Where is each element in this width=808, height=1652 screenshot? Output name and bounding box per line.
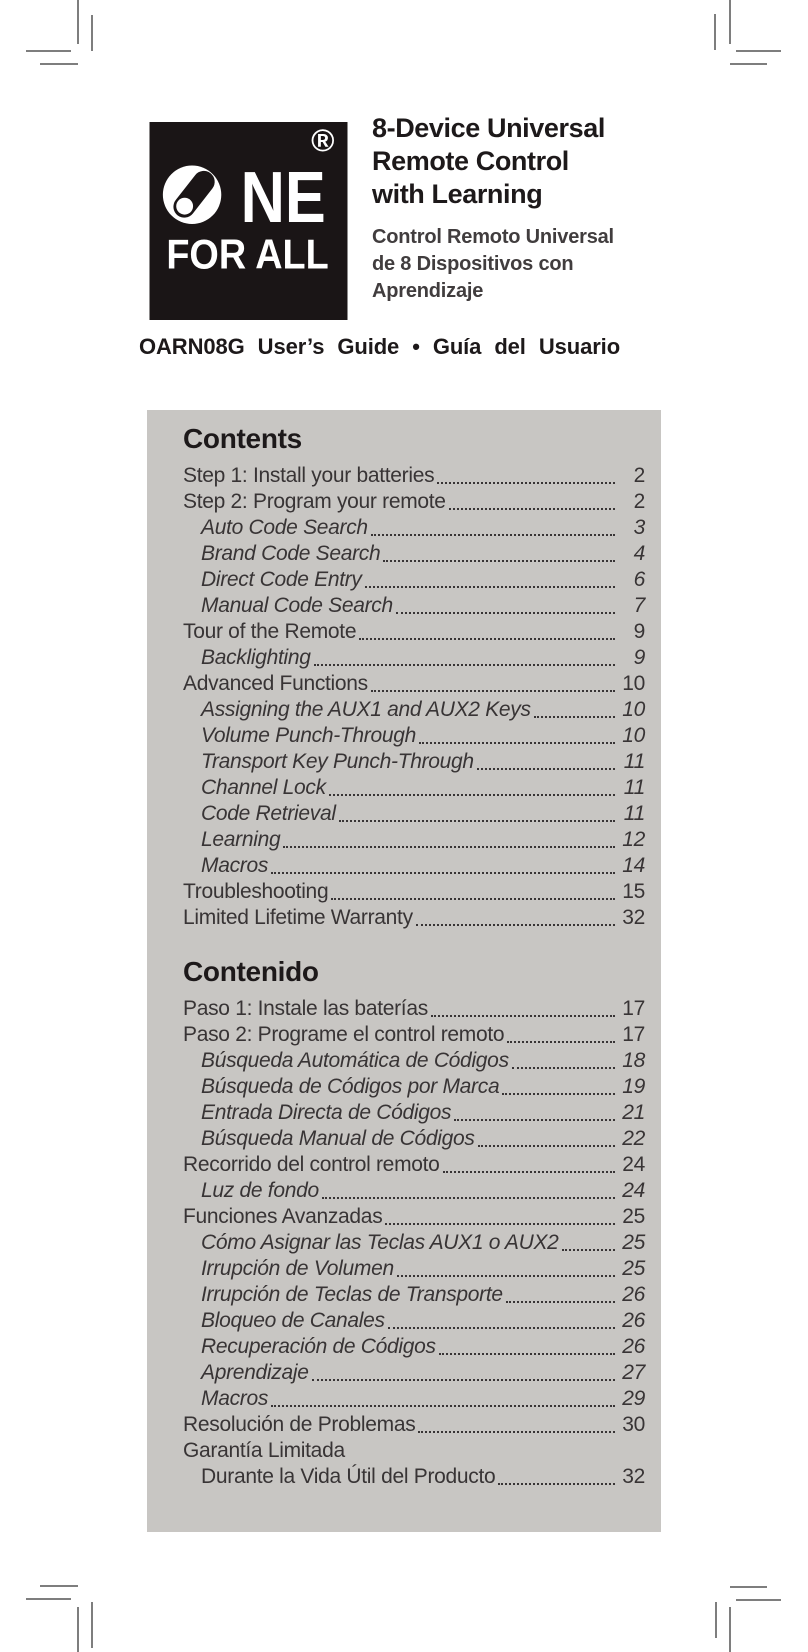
toc-dot-leader bbox=[283, 846, 615, 848]
toc-entry-page: 21 bbox=[622, 1101, 645, 1124]
toc-dot-leader bbox=[454, 1119, 615, 1121]
toc-entry-page: 30 bbox=[622, 1413, 645, 1436]
toc-entry-label: Funciones Avanzadas bbox=[183, 1205, 383, 1228]
toc-dot-leader bbox=[271, 1405, 615, 1407]
toc-dot-leader bbox=[312, 1379, 615, 1381]
toc-dot-leader bbox=[439, 1353, 615, 1355]
crop-mark bbox=[40, 1585, 78, 1587]
toc-entry bbox=[183, 801, 645, 827]
one-for-all-logo-icon bbox=[149, 122, 348, 320]
product-title-en-line: with Learning bbox=[372, 179, 543, 209]
toc-entry bbox=[183, 1360, 645, 1386]
toc-entry bbox=[183, 1282, 645, 1308]
toc-entry-page: 12 bbox=[622, 828, 645, 851]
toc-entry bbox=[183, 541, 645, 567]
toc-entry-label: Auto Code Search bbox=[201, 516, 368, 539]
toc-entry-label: Assigning the AUX1 and AUX2 Keys bbox=[201, 698, 531, 721]
registered-trademark-icon: ® bbox=[311, 122, 335, 159]
crop-mark bbox=[91, 15, 93, 51]
toc-dot-leader bbox=[498, 1483, 615, 1485]
toc-entry-label: Búsqueda Automática de Códigos bbox=[201, 1049, 509, 1072]
toc-dot-leader bbox=[478, 1145, 615, 1147]
crop-mark bbox=[77, 1607, 79, 1652]
toc-dot-leader bbox=[396, 612, 615, 614]
toc-entry-label: Channel Lock bbox=[201, 776, 326, 799]
crop-mark bbox=[729, 1607, 731, 1652]
toc-dot-leader bbox=[419, 742, 615, 744]
toc-entry bbox=[183, 1152, 645, 1178]
toc-dot-leader bbox=[314, 664, 615, 666]
toc-entry-page: 25 bbox=[622, 1205, 645, 1228]
toc-dot-leader bbox=[359, 638, 615, 640]
toc-entry-page: 25 bbox=[622, 1257, 645, 1280]
toc-entry-page: 26 bbox=[622, 1283, 645, 1306]
toc-entry-label: Irrupción de Volumen bbox=[201, 1257, 394, 1280]
toc-entry bbox=[183, 671, 645, 697]
toc-entry-label: Cómo Asignar las Teclas AUX1 o AUX2 bbox=[201, 1231, 559, 1254]
crop-mark bbox=[729, 0, 731, 44]
toc-dot-leader bbox=[271, 872, 615, 874]
toc-entry-label: Tour of the Remote bbox=[183, 620, 357, 643]
toc-dot-leader bbox=[383, 560, 615, 562]
toc-dot-leader bbox=[418, 1431, 615, 1433]
toc-entry-label: Direct Code Entry bbox=[201, 568, 362, 591]
toc-dot-leader bbox=[512, 1067, 615, 1069]
toc-entry-label: Búsqueda de Códigos por Marca bbox=[201, 1075, 500, 1098]
toc-entry-page: 11 bbox=[623, 802, 645, 825]
toc-entry bbox=[183, 1204, 645, 1230]
toc-entry-page: 22 bbox=[622, 1127, 645, 1150]
toc-entry-label: Step 1: Install your batteries bbox=[183, 464, 435, 487]
toc-entry bbox=[183, 1178, 645, 1204]
toc-entry bbox=[183, 1048, 645, 1074]
toc-entry bbox=[183, 645, 645, 671]
product-title-en-line: Remote Control bbox=[372, 146, 569, 176]
toc-dot-leader bbox=[371, 534, 615, 536]
toc-entry-page: 14 bbox=[622, 854, 645, 877]
toc-dot-leader bbox=[534, 716, 615, 718]
toc-entry-label: Volume Punch-Through bbox=[201, 724, 417, 747]
toc-entry bbox=[183, 1386, 645, 1412]
toc-entry-label: Learning bbox=[201, 828, 281, 851]
toc-entry bbox=[183, 489, 645, 515]
toc-entry-page: 32 bbox=[622, 906, 645, 929]
toc-entry bbox=[183, 1308, 645, 1334]
toc-dot-leader bbox=[397, 1275, 615, 1277]
crop-mark bbox=[730, 1586, 767, 1588]
product-title-es bbox=[372, 224, 672, 305]
toc-dot-leader bbox=[331, 898, 615, 900]
toc-dot-leader bbox=[365, 586, 615, 588]
toc-entry bbox=[183, 1126, 645, 1152]
toc-dot-leader bbox=[506, 1301, 615, 1303]
product-title-es-line: de 8 Dispositivos con bbox=[372, 253, 574, 275]
toc-entry-label: Backlighting bbox=[201, 646, 311, 669]
toc-entry-label: Troubleshooting bbox=[183, 880, 329, 903]
toc-entry-page: 19 bbox=[622, 1075, 645, 1098]
toc-entry-label: Garantía Limitada bbox=[183, 1439, 345, 1462]
contents-heading-en: Contents bbox=[183, 423, 302, 454]
toc-entry-page: 27 bbox=[622, 1361, 645, 1384]
contents-heading-es: Contenido bbox=[183, 956, 319, 987]
toc-entry bbox=[183, 593, 645, 619]
toc-entry-label: Limited Lifetime Warranty bbox=[183, 906, 413, 929]
crop-mark bbox=[26, 1598, 71, 1600]
toc-dot-leader bbox=[322, 1197, 615, 1199]
toc-dot-leader bbox=[562, 1249, 615, 1251]
toc-entry-page: 2 bbox=[633, 464, 645, 487]
toc-entry bbox=[183, 1100, 645, 1126]
crop-mark bbox=[40, 63, 78, 65]
contents-list-en bbox=[183, 463, 645, 931]
crop-mark bbox=[730, 63, 767, 65]
toc-entry bbox=[183, 723, 645, 749]
toc-entry bbox=[183, 1074, 645, 1100]
toc-entry-label: Code Retrieval bbox=[201, 802, 336, 825]
logo-for-all: FOR ALL bbox=[166, 230, 329, 278]
toc-entry-page: 6 bbox=[633, 568, 645, 591]
toc-entry-page: 3 bbox=[633, 516, 645, 539]
toc-entry-page: 32 bbox=[622, 1465, 645, 1488]
toc-dot-leader bbox=[443, 1171, 615, 1173]
toc-entry-page: 7 bbox=[633, 594, 645, 617]
crop-mark bbox=[26, 50, 71, 52]
toc-entry bbox=[183, 1022, 645, 1048]
logo-keyhole-dot-icon bbox=[176, 198, 193, 215]
guide-title: OARN08G User’s Guide • Guía del Usuario bbox=[139, 334, 621, 359]
toc-dot-leader bbox=[388, 1327, 615, 1329]
toc-entry-page: 11 bbox=[623, 776, 645, 799]
toc-entry-label: Macros bbox=[201, 854, 269, 877]
toc-entry-label: Brand Code Search bbox=[201, 542, 381, 565]
toc-entry-label: Recorrido del control remoto bbox=[183, 1153, 440, 1176]
crop-mark bbox=[714, 14, 716, 50]
toc-entry bbox=[183, 775, 645, 801]
toc-entry-label: Paso 1: Instale las baterías bbox=[183, 997, 428, 1020]
toc-dot-leader bbox=[449, 508, 615, 510]
toc-entry-page: 2 bbox=[633, 490, 645, 513]
toc-entry-label: Entrada Directa de Códigos bbox=[201, 1101, 452, 1124]
toc-entry-page: 26 bbox=[622, 1309, 645, 1332]
toc-entry bbox=[183, 619, 645, 645]
crop-mark bbox=[736, 1599, 781, 1601]
toc-dot-leader bbox=[502, 1093, 615, 1095]
toc-entry-page: 10 bbox=[622, 672, 645, 695]
contents-list-es bbox=[183, 996, 645, 1490]
toc-dot-leader bbox=[507, 1041, 615, 1043]
toc-entry bbox=[183, 463, 645, 489]
crop-mark bbox=[77, 0, 79, 44]
toc-dot-leader bbox=[385, 1223, 615, 1225]
toc-entry bbox=[183, 697, 645, 723]
contents-panel bbox=[147, 410, 661, 1532]
toc-entry-label: Manual Code Search bbox=[201, 594, 393, 617]
toc-entry-page: 9 bbox=[633, 646, 645, 669]
toc-entry-label: Irrupción de Teclas de Transporte bbox=[201, 1283, 503, 1306]
toc-dot-leader bbox=[431, 1015, 615, 1017]
toc-entry-page: 18 bbox=[622, 1049, 645, 1072]
toc-entry-label: Paso 2: Programe el control remoto bbox=[183, 1023, 505, 1046]
toc-entry-page: 29 bbox=[622, 1387, 645, 1410]
toc-entry-label: Durante la Vida Útil del Producto bbox=[201, 1465, 496, 1488]
header-titles bbox=[372, 112, 672, 305]
toc-dot-leader bbox=[329, 794, 615, 796]
toc-entry-page: 4 bbox=[633, 542, 645, 565]
toc-entry-page: 10 bbox=[622, 724, 645, 747]
toc-entry-label: Bloqueo de Canales bbox=[201, 1309, 385, 1332]
toc-entry-page: 25 bbox=[622, 1231, 645, 1254]
toc-entry bbox=[183, 1256, 645, 1282]
toc-entry-page: 10 bbox=[622, 698, 645, 721]
toc-entry-label: Step 2: Program your remote bbox=[183, 490, 446, 513]
toc-entry-label: Macros bbox=[201, 1387, 269, 1410]
crop-mark bbox=[715, 1602, 717, 1638]
toc-entry bbox=[183, 879, 645, 905]
toc-dot-leader bbox=[477, 768, 615, 770]
logo-one-ne: NE bbox=[240, 157, 326, 238]
toc-entry-page: 11 bbox=[623, 750, 645, 773]
toc-entry-label: Luz de fondo bbox=[201, 1179, 319, 1202]
toc-entry-page: 15 bbox=[622, 880, 645, 903]
crop-mark bbox=[91, 1602, 93, 1648]
toc-entry-page: 9 bbox=[633, 620, 645, 643]
toc-entry-page: 24 bbox=[622, 1153, 645, 1176]
product-title-en-line: 8-Device Universal bbox=[372, 113, 605, 143]
toc-entry-page: 17 bbox=[622, 1023, 645, 1046]
toc-entry-page: 17 bbox=[622, 997, 645, 1020]
product-title-es-line: Control Remoto Universal bbox=[372, 226, 614, 248]
toc-dot-leader bbox=[416, 924, 615, 926]
toc-entry-page: 26 bbox=[622, 1335, 645, 1358]
toc-entry-label: Búsqueda Manual de Códigos bbox=[201, 1127, 475, 1150]
one-for-all-logo bbox=[149, 122, 348, 320]
toc-entry-label: Aprendizaje bbox=[201, 1361, 309, 1384]
toc-entry bbox=[183, 1230, 645, 1256]
toc-entry bbox=[183, 905, 645, 931]
toc-entry bbox=[183, 1438, 645, 1464]
product-title-en bbox=[372, 112, 672, 211]
toc-dot-leader bbox=[371, 690, 615, 692]
toc-entry bbox=[183, 515, 645, 541]
toc-entry bbox=[183, 996, 645, 1022]
toc-entry-page: 24 bbox=[622, 1179, 645, 1202]
product-title-es-line: Aprendizaje bbox=[372, 280, 484, 302]
toc-entry bbox=[183, 567, 645, 593]
toc-entry bbox=[183, 853, 645, 879]
toc-entry bbox=[183, 1334, 645, 1360]
toc-dot-leader bbox=[339, 820, 615, 822]
toc-entry bbox=[183, 1412, 645, 1438]
toc-dot-leader bbox=[437, 482, 615, 484]
toc-entry-label: Recuperación de Códigos bbox=[201, 1335, 436, 1358]
crop-mark bbox=[736, 50, 781, 52]
toc-entry bbox=[183, 1464, 645, 1490]
toc-entry-label: Advanced Functions bbox=[183, 672, 368, 695]
toc-entry bbox=[183, 827, 645, 853]
toc-entry bbox=[183, 749, 645, 775]
toc-entry-label: Transport Key Punch-Through bbox=[201, 750, 474, 773]
toc-entry-label: Resolución de Problemas bbox=[183, 1413, 416, 1436]
